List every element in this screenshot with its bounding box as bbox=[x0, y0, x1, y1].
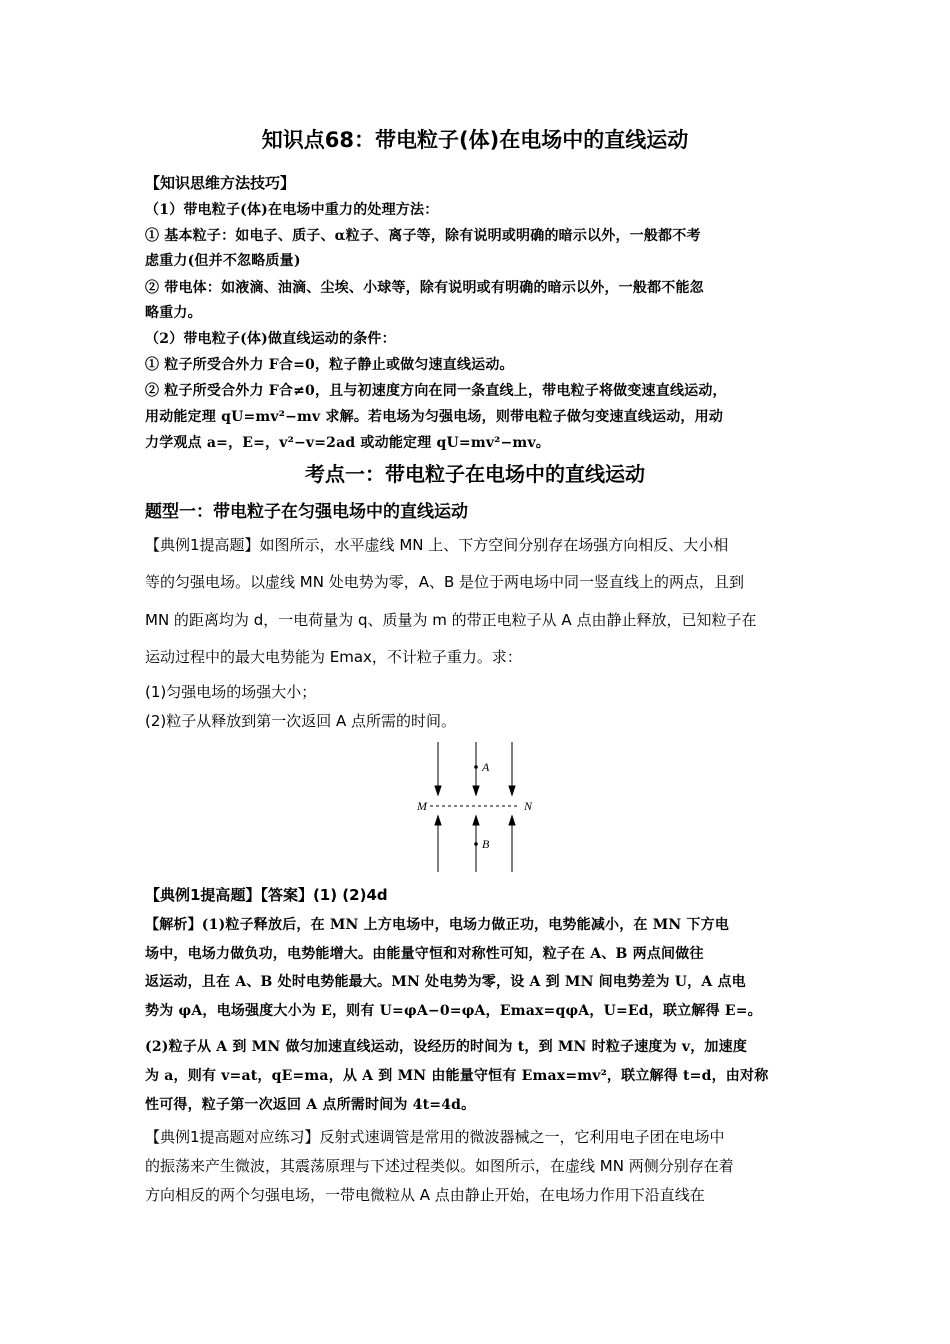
point-b-dot bbox=[474, 842, 478, 846]
example-line: (2)粒子从释放到第一次返回 A 点所需的时间。 bbox=[145, 712, 457, 730]
text-line: 力学观点 a=，E=，v²−v=2ad 或动能定理 qU=mv²−mv。 bbox=[145, 435, 550, 451]
label-b: B bbox=[482, 837, 490, 851]
example-line: MN 的距离均为 d，一电荷量为 q、质量为 m 的带正电粒子从 A 点由静止释放，已知粒子在 bbox=[145, 611, 757, 629]
example-line: (1)匀强电场的场强大小； bbox=[145, 683, 317, 701]
practice-line: 方向相反的两个匀强电场，一带电微粒从 A 点由静止开始，在电场力作用下沿直线在 bbox=[145, 1186, 705, 1204]
practice-line: 【典例1提高题对应练习】反射式速调管是常用的微波器械之一，它利用电子团在电场中 bbox=[145, 1128, 725, 1146]
text-line: ① 粒子所受合外力 F合=0，粒子静止或做匀速直线运动。 bbox=[145, 357, 514, 373]
section-heading-kaodian: 考点一：带电粒子在电场中的直线运动 bbox=[305, 462, 645, 486]
answer-line: 【典例1提高题】【答案】(1) (2)4d bbox=[145, 886, 388, 904]
analysis-line: 为 a，则有 v=at，qE=ma，从 A 到 MN 由能量守恒有 Emax=mv²，联立解得 t=d，由对称 bbox=[145, 1068, 769, 1084]
practice-line: 的振荡来产生微波，其震荡原理与下述过程类似。如图所示，在虚线 MN 两侧分别存在着 bbox=[145, 1157, 734, 1175]
text-line: ② 带电体：如液滴、油滴、尘埃、小球等，除有说明或有明确的暗示以外，一般都不能忽 bbox=[145, 280, 704, 296]
upper-field-lines bbox=[435, 742, 515, 795]
point-a-dot bbox=[474, 765, 478, 769]
page-title: 知识点68：带电粒子(体)在电场中的直线运动 bbox=[261, 128, 689, 152]
analysis-line: 返运动，且在 A、B 处时电势能最大。MN 处电势为零，设 A 到 MN 间电势差为 U，A 点电 bbox=[145, 974, 746, 990]
example-line: 运动过程中的最大电势能为 Emax，不计粒子重力。求： bbox=[145, 648, 522, 666]
section-heading-methods: 【知识思维方法技巧】 bbox=[145, 174, 296, 192]
label-m: M bbox=[417, 799, 427, 813]
section-heading-tixing: 题型一：带电粒子在匀强电场中的直线运动 bbox=[145, 502, 468, 522]
text-line: 略重力。 bbox=[145, 305, 202, 321]
text-line: （1）带电粒子(体)在电场中重力的处理方法： bbox=[145, 202, 439, 218]
text-line: ① 基本粒子：如电子、质子、α粒子、离子等，除有说明或明确的暗示以外，一般都不考 bbox=[145, 228, 701, 244]
example-line: 等的匀强电场。以虚线 MN 处电势为零，A、B 是位于两电场中同一竖直线上的两点，且到 bbox=[145, 573, 745, 591]
field-diagram bbox=[400, 740, 550, 874]
text-line: ② 粒子所受合外力 F合≠0，且与初速度方向在同一条直线上，带电粒子将做变速直线运动， bbox=[145, 383, 727, 399]
text-line: 用动能定理 qU=mv²−mv 求解。若电场为匀强电场，则带电粒子做匀变速直线运动，用动 bbox=[145, 409, 724, 425]
label-a: A bbox=[482, 760, 490, 774]
label-n: N bbox=[524, 799, 533, 813]
analysis-line: (2)粒子从 A 到 MN 做匀加速直线运动，设经历的时间为 t，到 MN 时粒子速度为 v，加速度 bbox=[145, 1039, 748, 1055]
text-line: 虑重力(但并不忽略质量) bbox=[145, 253, 301, 269]
analysis-line: 场中，电场力做负功，电势能增大。由能量守恒和对称性可知，粒子在 A、B 两点间做往 bbox=[145, 946, 704, 962]
analysis-line: 性可得，粒子第一次返回 A 点所需时间为 4t=4d。 bbox=[145, 1097, 476, 1113]
text-line: （2）带电粒子(体)做直线运动的条件： bbox=[145, 331, 396, 347]
analysis-line: 势为 φA，电场强度大小为 E，则有 U=φA−0=φA，Emax=qφA，U=Ed，联立解得 E=。 bbox=[145, 1003, 762, 1019]
example-line: 【典例1提高题】如图所示，水平虚线 MN 上、下方空间分别存在场强方向相反、大小相 bbox=[145, 536, 729, 554]
analysis-line: 【解析】(1)粒子释放后，在 MN 上方电场中，电场力做正功，电势能减小，在 MN 下方电 bbox=[145, 917, 730, 933]
